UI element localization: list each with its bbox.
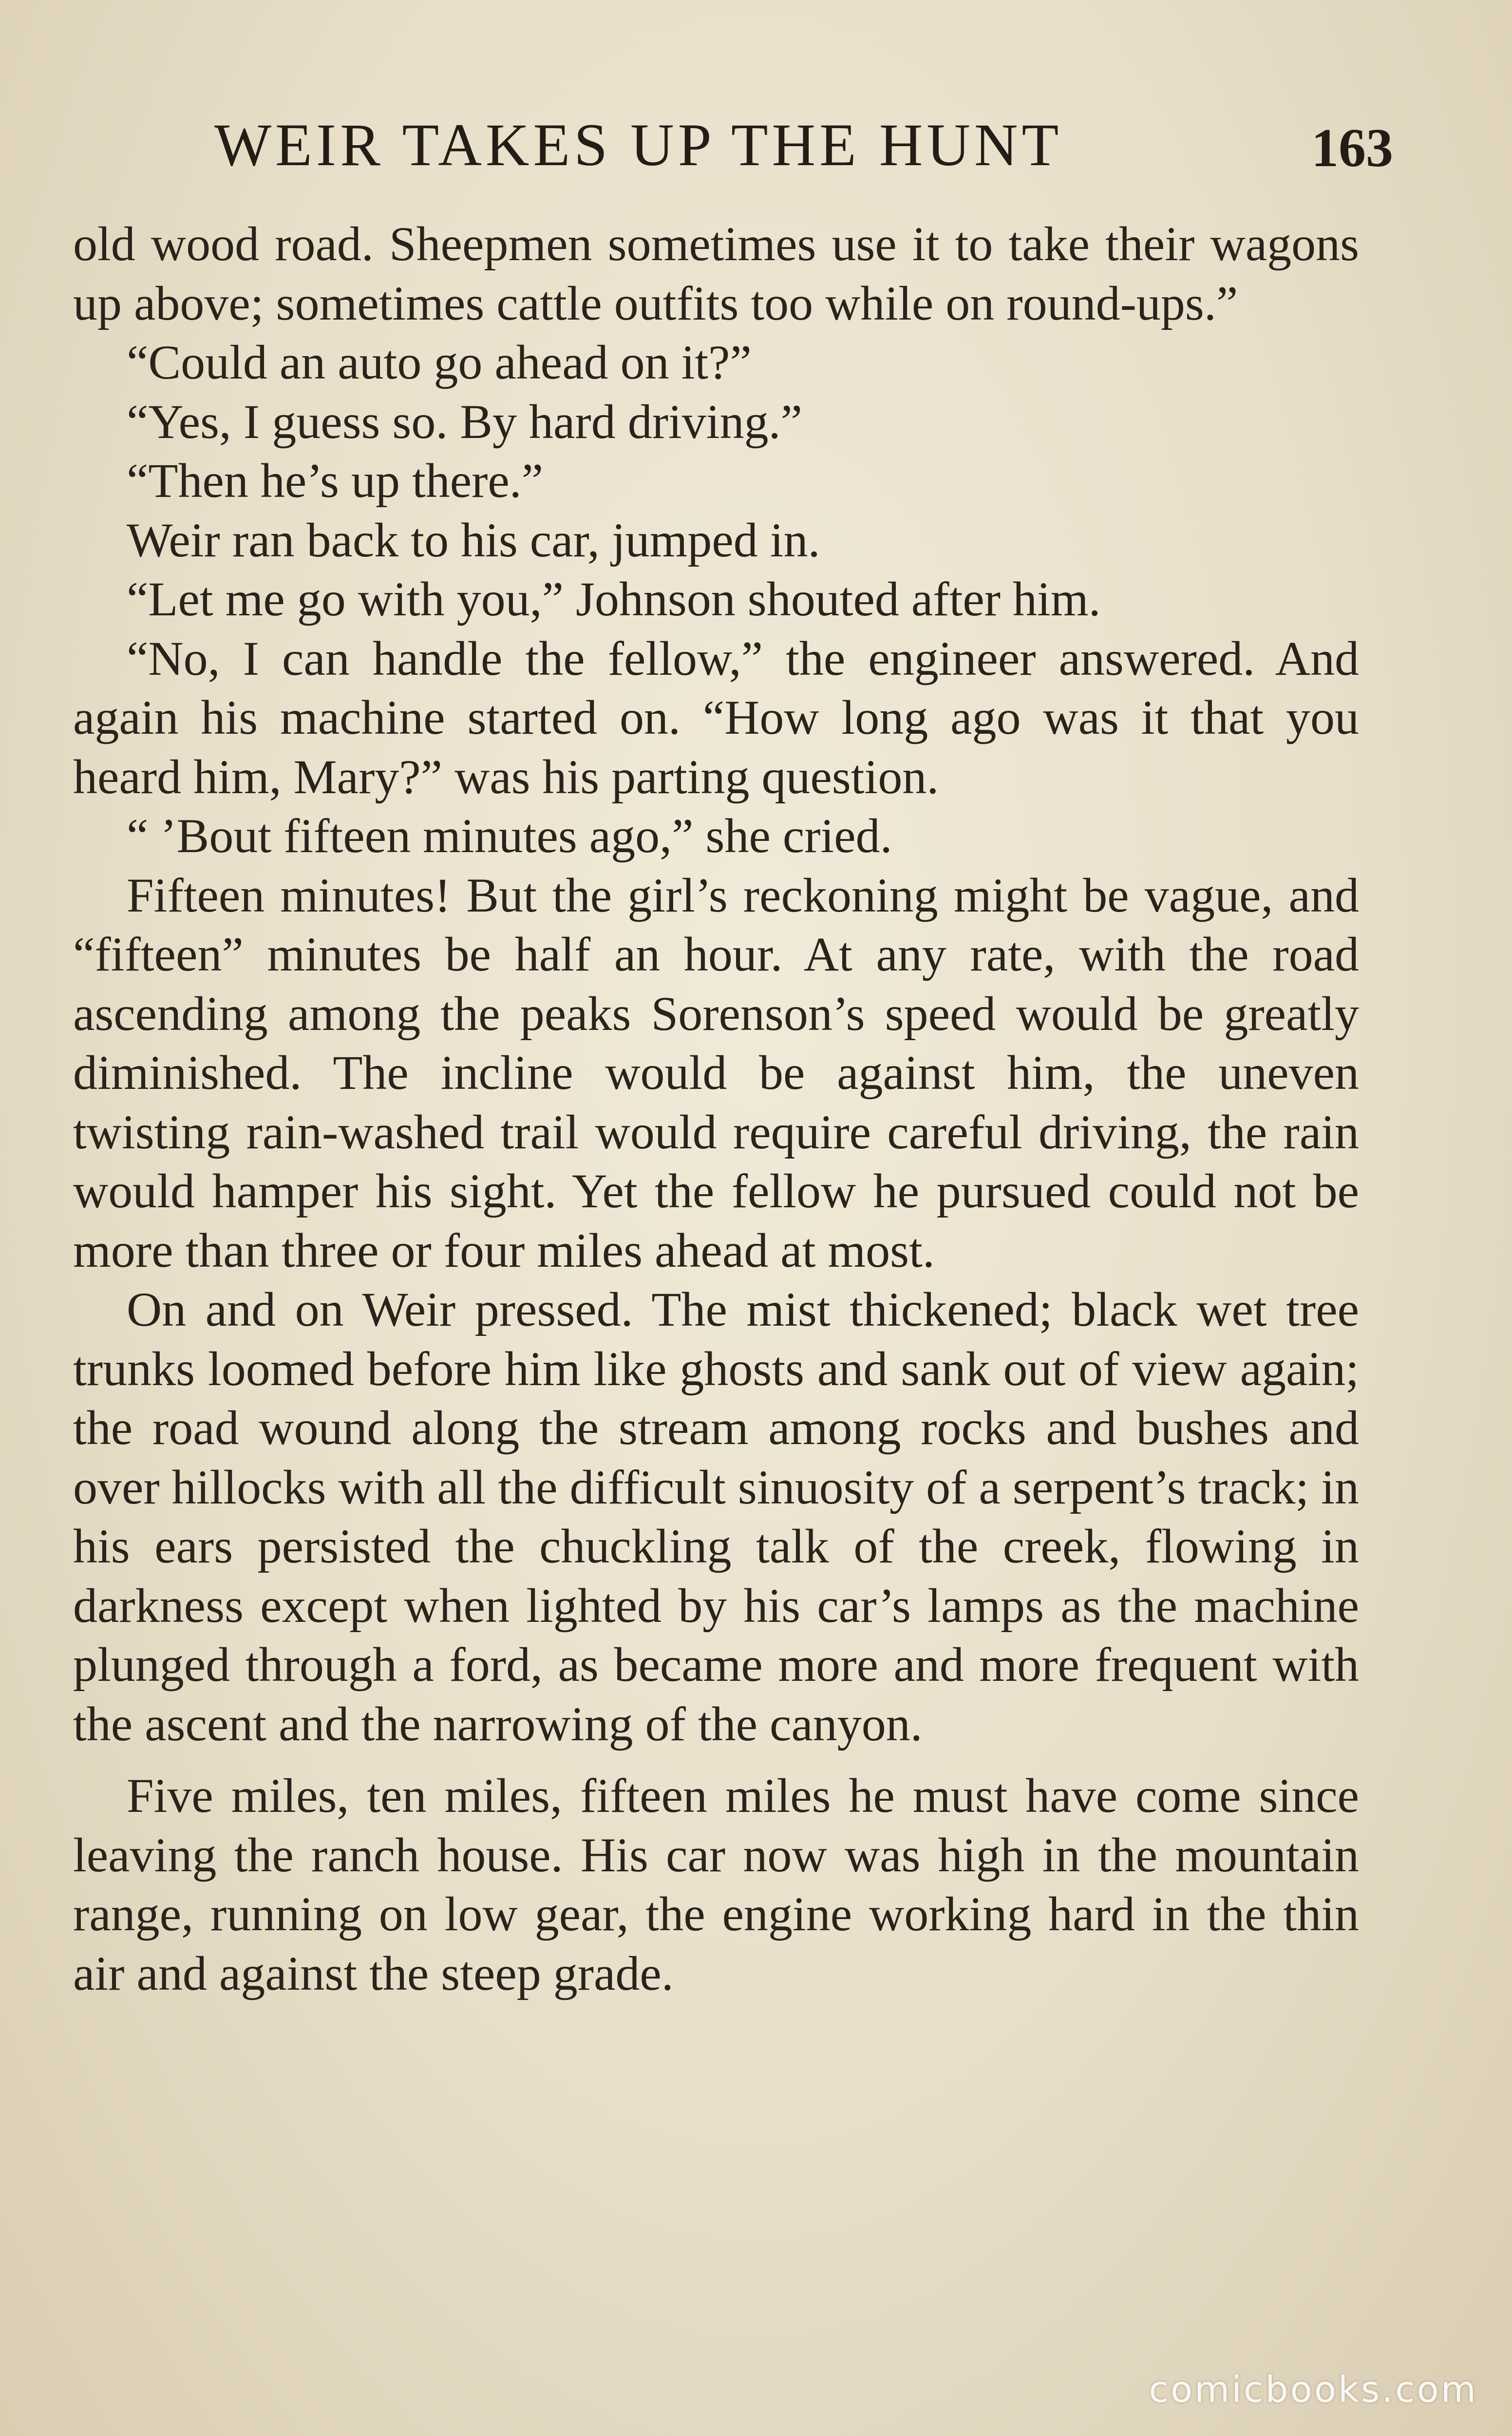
- page-number: 163: [1311, 118, 1393, 178]
- running-title: WEIR TAKES UP THE HUNT: [214, 112, 1063, 178]
- paragraph-4: “Then he’s up there.”: [127, 454, 544, 508]
- paragraph-6: “Let me go with you,” Johnson shouted after him.: [127, 572, 1101, 626]
- running-head: [214, 106, 1393, 184]
- watermark: comicbooks.com: [1149, 2369, 1478, 2411]
- paragraph-2: “Could an auto go ahead on it?”: [127, 335, 752, 389]
- paragraph-7: “No, I can handle the fellow,” the engineer answered. And again his machine started on. “How long ago was it that you heard him, Mary?” was his parting question.: [73, 631, 1359, 804]
- paragraph-8: “ ’Bout fifteen minutes ago,” she cried.: [127, 809, 892, 863]
- paragraph-11: Five miles, ten miles, fifteen miles he must have come since leaving the ranch house. His car now was high in the mountain range, running on low gear, the engine working hard in the thin air and against the steep grade.: [73, 1769, 1359, 2000]
- paragraph-1: old wood road. Sheepmen sometimes use it to take their wagons up above; sometimes cattle outfits too while on round-ups.”: [73, 217, 1359, 330]
- body-text: [73, 214, 1359, 2003]
- paragraph-3: “Yes, I guess so. By hard driving.”: [127, 394, 802, 449]
- paragraph-9: Fifteen minutes! But the girl’s reckoning might be vague, and “fifteen” minutes be half an hour. At any rate, with the road ascending among the peaks Sorenson’s speed would be greatly diminished. The incline would be against him, the uneven twisting rain-washed trail would require careful driving, the rain would hamper his sight. Yet the fellow he pursued could not be more than three or four miles ahead at most.: [73, 868, 1359, 1277]
- paragraph-10: On and on Weir pressed. The mist thickened; black wet tree trunks loomed before him like ghosts and sank out of view again; the road wound along the stream among rocks and bushes and over hillocks with all the difficult sinuosity of a serpent’s track; in his ears persisted the chuckling talk of the creek, flowing in darkness except when lighted by his car’s lamps as the machine plunged through a ford, as became more and more frequent with the ascent and the narrowing of the canyon.: [73, 1282, 1359, 1751]
- paragraph-5: Weir ran back to his car, jumped in.: [127, 513, 820, 567]
